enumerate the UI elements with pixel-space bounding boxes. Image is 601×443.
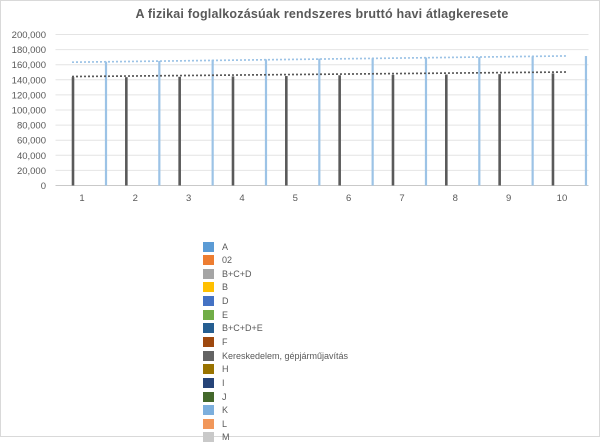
- legend-item-label: I: [222, 377, 225, 388]
- legend-item: [203, 268, 252, 279]
- legend-swatch: [203, 337, 214, 347]
- legend-item: [203, 296, 229, 307]
- svg-text:20,000: 20,000: [16, 165, 46, 177]
- legend-item-label: J: [222, 391, 227, 402]
- legend-swatch: [203, 269, 214, 279]
- plot-area: [1, 1, 601, 233]
- legend-item: [203, 391, 227, 402]
- legend-item: [203, 405, 228, 416]
- svg-text:200,000: 200,000: [11, 30, 46, 41]
- legend-swatch: [203, 296, 214, 306]
- svg-text:3: 3: [186, 193, 192, 204]
- legend-item-label: E: [222, 309, 229, 320]
- y-axis-labels: [12, 30, 46, 192]
- legend-item-label: 02: [222, 255, 233, 266]
- svg-text:140,000: 140,000: [11, 75, 46, 87]
- legend-item-label: B: [222, 282, 229, 293]
- legend-item-label: K: [222, 405, 229, 416]
- legend-swatch: [203, 282, 214, 292]
- svg-text:2: 2: [132, 193, 138, 204]
- svg-text:8: 8: [452, 193, 458, 204]
- legend-swatch: [203, 255, 214, 265]
- legend-swatch: [203, 242, 214, 252]
- legend-item-label: M: [222, 432, 230, 443]
- legend-item-label: Kereskedelem, gépjárműjavítás: [222, 350, 349, 361]
- svg-text:1: 1: [79, 193, 85, 204]
- svg-text:6: 6: [346, 193, 352, 204]
- svg-text:80,000: 80,000: [16, 120, 46, 132]
- svg-text:120,000: 120,000: [11, 90, 46, 102]
- legend-swatch: [203, 378, 214, 388]
- svg-text:100,000: 100,000: [11, 105, 46, 117]
- chart-title: A fizikai foglalkozásúak rendszeres bruttó havi átlagkeresete: [135, 7, 509, 21]
- legend-swatch: [203, 310, 214, 320]
- legend-swatch: [203, 351, 214, 361]
- legend-item: [203, 377, 225, 388]
- legend-swatch: [203, 405, 214, 415]
- legend-item-label: H: [222, 364, 229, 375]
- legend-item: [203, 432, 230, 443]
- legend-item-label: D: [222, 296, 229, 307]
- legend-swatch: [203, 392, 214, 402]
- legend-swatch: [203, 323, 214, 333]
- legend-item-label: B+C+D: [222, 268, 252, 279]
- legend-item-label: L: [222, 418, 228, 429]
- svg-text:60,000: 60,000: [16, 135, 46, 147]
- svg-text:10: 10: [556, 193, 568, 204]
- legend-swatch: [203, 419, 214, 429]
- svg-text:180,000: 180,000: [11, 45, 46, 57]
- legend-swatch: [203, 364, 214, 374]
- svg-text:160,000: 160,000: [11, 60, 46, 72]
- legend-item: [203, 350, 348, 361]
- legend-item: [203, 418, 227, 429]
- bars-dark: [72, 73, 555, 185]
- svg-text:9: 9: [505, 193, 512, 204]
- legend-item: [203, 241, 228, 252]
- x-axis-labels: [79, 193, 567, 204]
- legend-item: [203, 336, 228, 347]
- legend-item-label: A: [222, 241, 229, 252]
- svg-text:4: 4: [239, 193, 245, 204]
- svg-text:40,000: 40,000: [16, 150, 46, 162]
- legend-item-label: B+C+D+E: [222, 323, 263, 334]
- legend-item-label: F: [222, 336, 228, 347]
- svg-text:7: 7: [399, 193, 405, 204]
- legend-swatch: [203, 432, 214, 442]
- legend-item: [203, 282, 228, 293]
- legend-item: [203, 309, 228, 320]
- legend-item: [203, 364, 229, 375]
- svg-text:5: 5: [292, 193, 298, 204]
- svg-text:0: 0: [40, 181, 46, 192]
- legend-item: [203, 323, 263, 334]
- legend-item: [203, 255, 232, 266]
